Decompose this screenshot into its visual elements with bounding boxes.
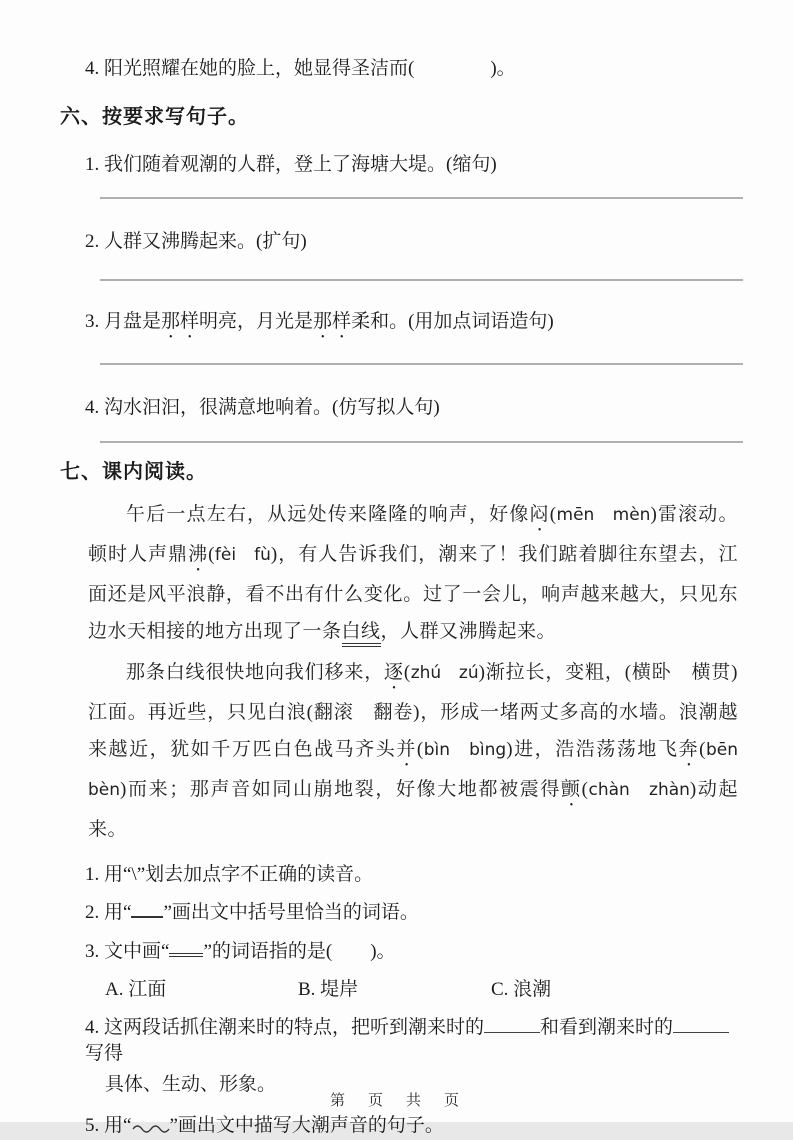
question-5-suffix: ”画出文中描写大潮声音的句子。 bbox=[169, 1115, 444, 1137]
double-underline-symbol bbox=[169, 941, 203, 957]
answer-line bbox=[100, 363, 743, 365]
passage-text: 并 bbox=[396, 739, 417, 761]
question-3-suffix: ”的词语指的是( )。 bbox=[203, 940, 396, 962]
passage-text: )动起来。 bbox=[88, 779, 738, 841]
answer-line bbox=[100, 441, 743, 443]
passage-text: 颤 bbox=[561, 779, 582, 801]
passage-text: 午后一点左右，从远处传来隆隆的响声，好像 bbox=[126, 504, 530, 526]
passage-text: 3. 月盘是 bbox=[85, 311, 162, 333]
passage-text: ( bbox=[581, 779, 589, 801]
answer-blank bbox=[673, 1018, 729, 1033]
section-six-title: 六、按要求写句子。 bbox=[60, 106, 249, 129]
passage-text: 奔 bbox=[678, 739, 700, 761]
passage-text: )雷滚动。顿时人声鼎 bbox=[88, 504, 738, 566]
passage-text: 沸 bbox=[188, 544, 209, 566]
passage-text: ( bbox=[549, 504, 557, 526]
answer-line bbox=[100, 279, 743, 281]
pinyin-choice: mēn mèn bbox=[556, 505, 651, 526]
section-seven-title: 七、课内阅读。 bbox=[60, 461, 207, 484]
passage-text: )，有人告诉我们，潮来了！我们踮着脚往东望去，江面还是风平浪静，看不出有什么变化。过了一会儿，响声越来越大，只见东边水天相接的地方出现了一条 bbox=[88, 544, 738, 643]
passage-text: )进，浩浩荡荡地飞 bbox=[506, 739, 679, 761]
option-b: B. 堤岸 bbox=[298, 978, 359, 1000]
seven-question-1: 1. 用“\”划去加点字不正确的读音。 bbox=[85, 864, 374, 886]
passage-text: 明亮，月光是 bbox=[199, 311, 314, 333]
option-a: A. 江面 bbox=[105, 978, 167, 1000]
passage-text: )而来；那声音如同山崩地裂，好像大地都被震得 bbox=[120, 779, 562, 801]
reading-passage bbox=[88, 496, 755, 848]
pinyin-choice: bēn bèn bbox=[88, 740, 755, 801]
passage-text: 逐 bbox=[384, 662, 404, 684]
question-2-prefix: 2. 用“ bbox=[85, 902, 132, 924]
six-item-2: 2. 人群又沸腾起来。(扩句) bbox=[85, 231, 307, 253]
passage-text: 白线 bbox=[342, 621, 381, 647]
wavy-line-symbol bbox=[131, 1122, 169, 1133]
passage-text: ( bbox=[699, 739, 706, 761]
question-4-line2: 具体、生动、形象。 bbox=[105, 1074, 277, 1096]
question-3-prefix: 3. 文中画“ bbox=[85, 940, 170, 962]
pinyin-choice: bìn bìng bbox=[423, 740, 507, 761]
passage-text: ( bbox=[403, 662, 411, 684]
question-5-prefix: 5. 用“ bbox=[85, 1115, 132, 1137]
option-c: C. 浪潮 bbox=[491, 978, 552, 1000]
passage-paragraph-1 bbox=[88, 496, 738, 650]
answer-line bbox=[100, 197, 743, 199]
seven-question-3 bbox=[85, 939, 743, 965]
seven-question-4 bbox=[85, 1015, 743, 1067]
question-4-mid: 和看到潮来时的 bbox=[540, 1016, 674, 1038]
passage-paragraph-2 bbox=[88, 654, 755, 848]
six-item-3 bbox=[85, 309, 743, 343]
question-2-suffix: ”画出文中括号里恰当的词语。 bbox=[163, 902, 419, 924]
passage-text: ( bbox=[208, 544, 215, 566]
warmup-item-4: 4. 阳光照耀在她的脸上，她显得圣洁而( )。 bbox=[85, 58, 516, 79]
question-4-prefix: 4. 这两段话抓住潮来时的特点，把听到潮来时的 bbox=[85, 1016, 485, 1038]
pinyin-choice: fèi fù bbox=[214, 545, 271, 566]
passage-text: 柔和。(用加点词语造句) bbox=[351, 311, 554, 333]
page-footer: 第 页 共 页 bbox=[329, 1092, 463, 1110]
question-3-options bbox=[105, 977, 743, 1003]
passage-text: 那样 bbox=[161, 311, 200, 333]
six-item-1: 1. 我们随着观潮的人群，登上了海塘大堤。(缩句) bbox=[85, 153, 497, 175]
passage-text: 那条白线很快地向我们移来， bbox=[126, 662, 385, 684]
passage-text: ，人群又沸腾起来。 bbox=[380, 621, 557, 643]
pinyin-choice: zhú zú bbox=[410, 663, 479, 684]
pinyin-choice: chàn zhàn bbox=[588, 780, 690, 801]
seven-question-5 bbox=[85, 1113, 743, 1139]
six-item-4: 4. 沟水汩汩，很满意地响着。(仿写拟人句) bbox=[85, 397, 440, 419]
passage-text: 闷 bbox=[529, 504, 550, 526]
answer-blank bbox=[484, 1018, 540, 1033]
solid-underline-symbol bbox=[131, 902, 163, 918]
question-4-suffix: 写得 bbox=[85, 1043, 124, 1065]
seven-question-2 bbox=[85, 900, 743, 926]
passage-text: )渐拉长，变粗，(横卧 横贯)江面。再近些，只见白浪(翻滚 翻卷)，形成一堵两丈多高的水墙。浪潮越来越近，犹如千万匹白色战马齐头 bbox=[88, 662, 738, 761]
passage-text: ( bbox=[416, 739, 424, 761]
passage-text: 那样 bbox=[313, 311, 352, 333]
